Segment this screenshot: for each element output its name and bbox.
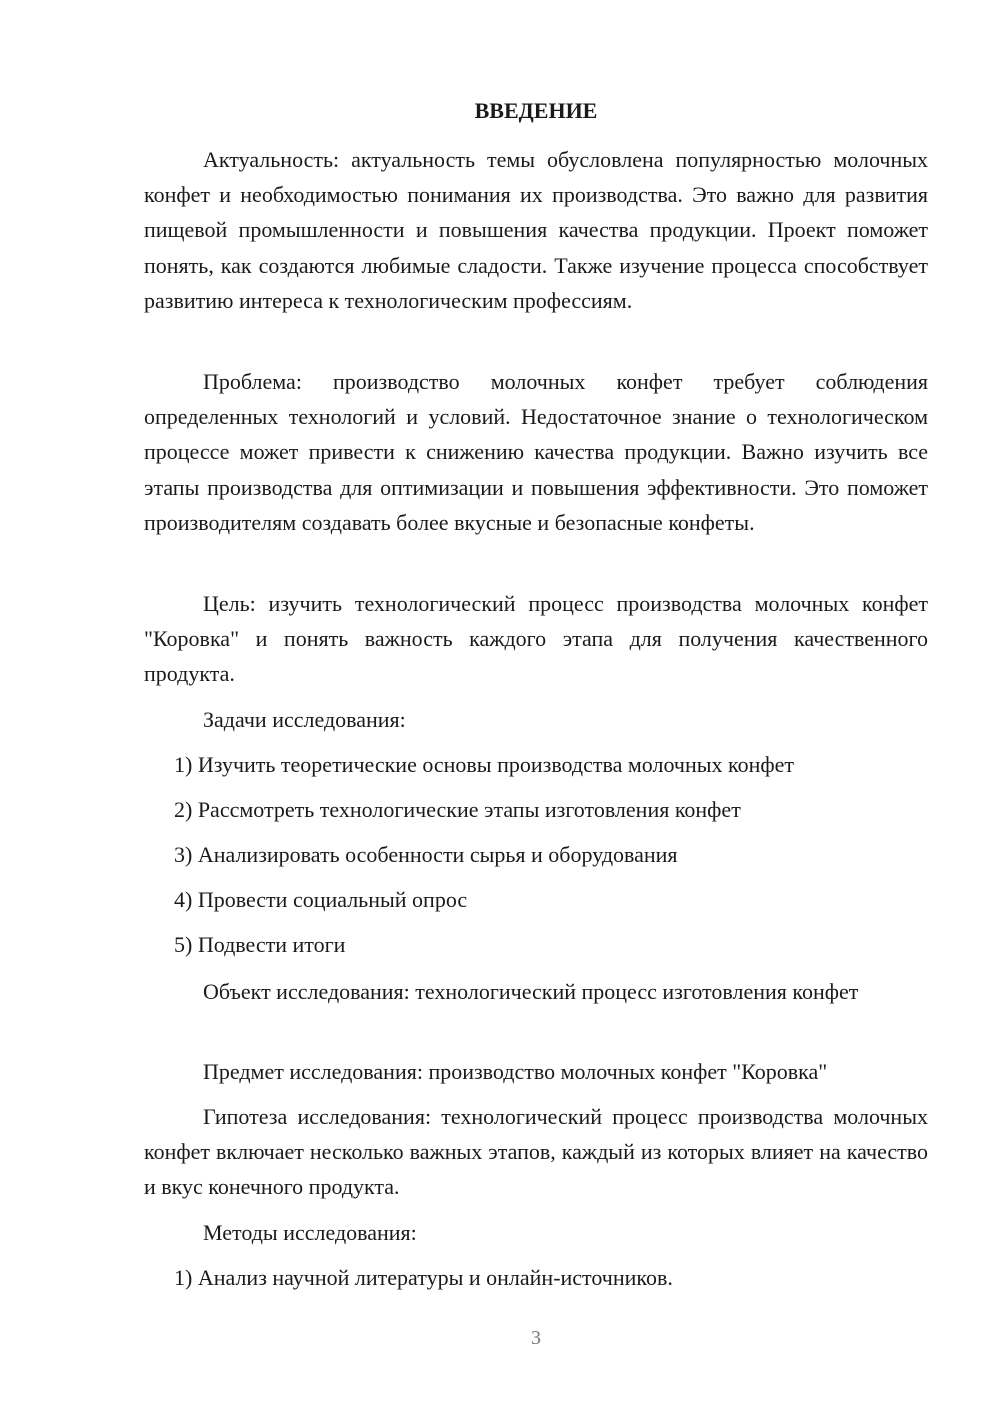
- subject-paragraph: Предмет исследования: производство молочных конфет "Коровка": [203, 1059, 828, 1084]
- section-title: ВВЕДЕНИЕ: [474, 98, 598, 123]
- task-item-2: 2) Рассмотреть технологические этапы изготовления конфет: [174, 797, 741, 822]
- methods-heading: Методы исследования:: [203, 1220, 417, 1245]
- document-page: [144, 0, 928, 1414]
- object-paragraph: Объект исследования: технологический процесс изготовления конфет: [203, 979, 859, 1004]
- problem-paragraph: Проблема: производство молочных конфет требует соблюдения определенных технологий и условий. Недостаточное знание о технологическом процессе может привести к снижению качества продукции. Важно изучить все этапы производства для оптимизации и повышения эффективности. Это поможет производителям создавать более вкусные и безопасные конфеты.: [144, 369, 928, 535]
- goal-paragraph: Цель: изучить технологический процесс производства молочных конфет "Коровка" и понять важность каждого этапа для получения качественного продукта.: [144, 591, 928, 687]
- hypothesis-paragraph: Гипотеза исследования: технологический процесс производства молочных конфет включает несколько важных этапов, каждый из которых влияет на качество и вкус конечного продукта.: [144, 1104, 928, 1200]
- tasks-heading: Задачи исследования:: [203, 707, 406, 732]
- method-item-1: 1) Анализ научной литературы и онлайн-источников.: [174, 1265, 673, 1290]
- relevance-paragraph: Актуальность: актуальность темы обусловлена популярностью молочных конфет и необходимостью понимания их производства. Это важно для развития пищевой промышленности и повышения качества продукции. Проект поможет понять, как создаются любимые сладости. Также изучение процесса способствует развитию интереса к технологическим профессиям.: [144, 147, 928, 313]
- task-item-1: 1) Изучить теоретические основы производства молочных конфет: [174, 752, 794, 777]
- task-item-5: 5) Подвести итоги: [174, 932, 346, 957]
- task-item-4: 4) Провести социальный опрос: [174, 887, 468, 912]
- task-item-3: 3) Анализировать особенности сырья и оборудования: [174, 842, 678, 867]
- page-number: 3: [531, 1327, 541, 1349]
